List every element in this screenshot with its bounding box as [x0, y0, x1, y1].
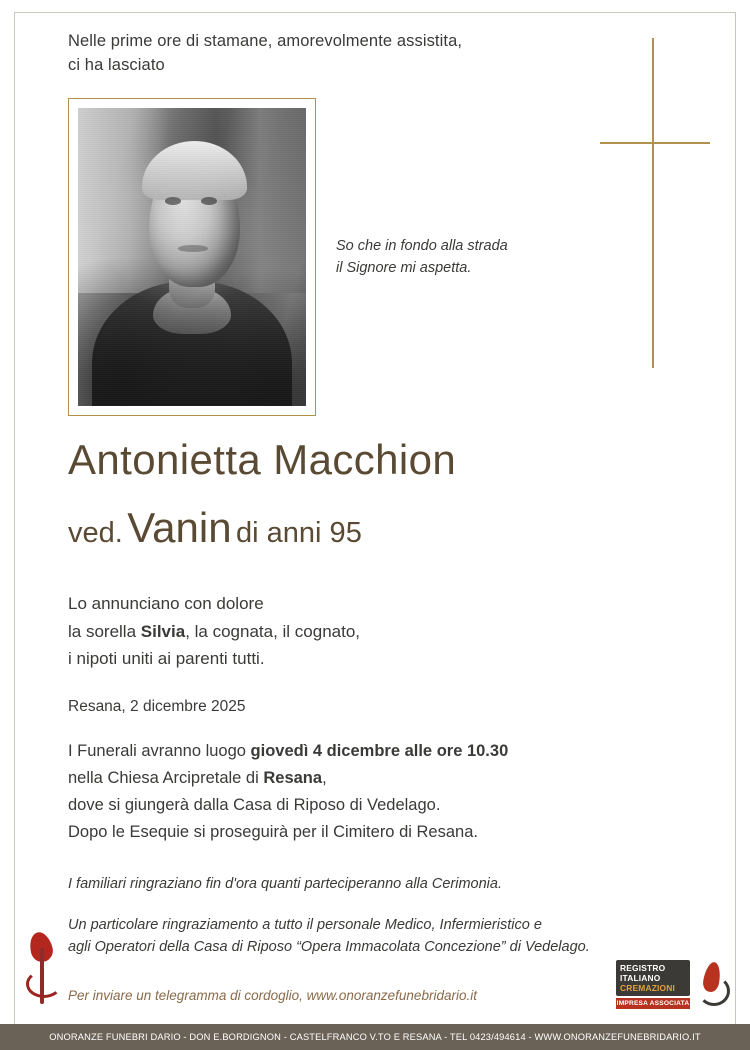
photo-grayscale-filter — [78, 108, 306, 406]
thanks-staff-line-2: agli Operatori della Casa di Riposo “Opera Immacolata Concezione” di Vedelago. — [68, 938, 590, 955]
intro-line-1: Nelle prime ore di stamane, amorevolmente assistita, — [68, 32, 463, 50]
funeral-line-2-post: , — [322, 768, 327, 787]
funeral-line-2-pre: nella Chiesa Arcipretale di — [68, 768, 264, 787]
verse-line-1: So che in fondo alla strada — [336, 238, 508, 254]
cross-vertical-bar — [652, 38, 654, 368]
portrait-frame — [68, 98, 316, 416]
announcement-text — [68, 590, 588, 673]
funeral-line-1 — [68, 738, 668, 765]
funeral-line-3: dove si giungerà dalla Casa di Riposo di Vedelago. — [68, 795, 441, 814]
flame-icon — [22, 930, 66, 1008]
place-and-date: Resana, 2 dicembre 2025 — [68, 698, 246, 715]
registro-line-2: ITALIANO — [620, 972, 661, 983]
registro-line-3: CREMAZIONI — [620, 982, 676, 993]
verse-text — [336, 236, 596, 280]
verse-line-2: il Signore mi aspetta. — [336, 259, 472, 276]
telegram-info[interactable]: Per inviare un telegramma di cordoglio, www.onoranzefunebridario.it — [68, 988, 477, 1003]
registro-logo-box — [616, 960, 690, 996]
registro-line-1: REGISTRO — [620, 963, 666, 973]
thanks-staff — [68, 915, 688, 959]
footer-bar — [0, 1024, 750, 1050]
intro-line-2: ci ha lasciato — [68, 55, 165, 74]
funeral-church-town: Resana — [263, 768, 323, 787]
funeral-datetime: giovedì 4 dicembre alle ore 10.30 — [250, 742, 509, 760]
funeral-line-4: Dopo le Esequie si proseguirà per il Cimitero di Resana. — [68, 822, 478, 841]
name-prefix: ved. — [68, 517, 123, 549]
announce-sister-name: Silvia — [140, 621, 186, 641]
portrait-photo — [78, 108, 306, 406]
deceased-name: Antonietta Macchion — [68, 436, 457, 483]
thanks-ceremony: I familiari ringraziano fin d'ora quanti parteciperanno alla Cerimonia. — [68, 876, 502, 892]
flame-swirl — [26, 970, 62, 998]
funeral-details — [68, 738, 668, 846]
deceased-surname-line — [68, 504, 362, 552]
registro-flame-icon — [696, 960, 728, 1004]
name-age: di anni 95 — [236, 517, 362, 549]
announce-line-2 — [68, 618, 588, 646]
announce-line-2-pre: la sorella — [68, 621, 141, 641]
name-surname: Vanin — [127, 504, 232, 551]
impresa-associata-badge: IMPRESA ASSOCIATA — [616, 1000, 690, 1007]
footer-text: ONORANZE FUNEBRI DARIO - DON E.BORDIGNON - CASTELFRANCO V.TO E RESANA - TEL 0423/494614 - WWW.ONORANZEFUNEBRIDARIO.IT — [49, 1032, 701, 1042]
thanks-staff-line-1: Un particolare ringraziamento a tutto il personale Medico, Infermieristico e — [68, 917, 542, 933]
intro-text — [68, 30, 568, 78]
cross-icon — [600, 38, 710, 368]
registro-flame-swirl — [698, 976, 730, 1006]
announce-line-3: i nipoti uniti ai parenti tutti. — [68, 649, 265, 669]
funeral-line-2 — [68, 765, 668, 792]
announce-line-1: Lo annunciano con dolore — [68, 594, 264, 613]
announce-line-2-post: , la cognata, il cognato, — [185, 621, 361, 641]
cross-horizontal-bar — [600, 142, 710, 144]
funeral-line-1-pre: I Funerali avranno luogo — [68, 742, 251, 760]
registro-italiano-cremazioni-logo — [616, 956, 728, 1018]
